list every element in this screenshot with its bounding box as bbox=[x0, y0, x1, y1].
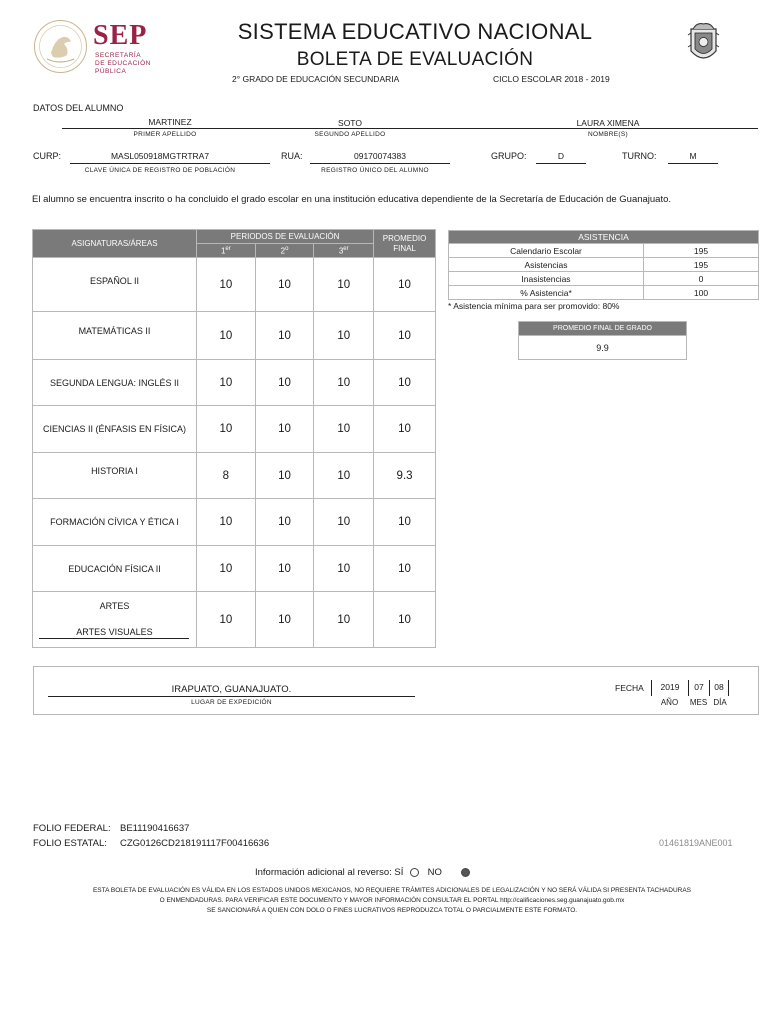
no-label: NO bbox=[427, 867, 442, 878]
curp-underline bbox=[70, 163, 270, 164]
radio-yes bbox=[410, 868, 419, 877]
table-row bbox=[33, 312, 436, 360]
sep-logo: SEP bbox=[93, 20, 148, 51]
state-folio-value: CZG0126CD218191117F00416636 bbox=[120, 838, 270, 849]
page-subtitle: BOLETA DE EVALUACIÓN bbox=[296, 49, 534, 70]
grade-p1: 10 bbox=[196, 499, 255, 546]
grade-p1: 10 bbox=[196, 592, 255, 648]
grade-p3: 10 bbox=[314, 258, 374, 312]
attendance-value: 100 bbox=[644, 286, 759, 300]
attendance-table bbox=[448, 230, 759, 300]
expedition-place-underline bbox=[48, 696, 415, 697]
grades-table bbox=[32, 229, 436, 648]
grade-p1: 8 bbox=[196, 453, 255, 499]
grade-p3: 10 bbox=[314, 546, 374, 592]
period-2-header: 2$^o$ bbox=[255, 244, 314, 258]
table-row bbox=[33, 258, 436, 312]
grade-p2: 10 bbox=[255, 406, 314, 453]
names-underline bbox=[62, 128, 758, 129]
grade-p2: 10 bbox=[255, 546, 314, 592]
grade-final: 10 bbox=[374, 592, 436, 648]
subject-name: SEGUNDA LENGUA: INGLÉS II bbox=[33, 360, 197, 406]
names-label: NOMBRE(S) bbox=[588, 131, 628, 138]
grade-final: 10 bbox=[374, 360, 436, 406]
final-grade-table bbox=[518, 321, 687, 360]
period-1-header: 1er bbox=[196, 244, 255, 258]
subject-name: ESPAÑOL II bbox=[33, 258, 197, 312]
grade-p2: 10 bbox=[255, 258, 314, 312]
grade-final: 10 bbox=[374, 258, 436, 312]
table-row bbox=[33, 546, 436, 592]
grade-final: 10 bbox=[374, 499, 436, 546]
rua-label: RUA: bbox=[281, 151, 303, 161]
group-underline bbox=[536, 163, 586, 164]
subject-name: FORMACIÓN CÍVICA Y ÉTICA I bbox=[33, 499, 197, 546]
subject-cell-arts bbox=[33, 592, 197, 648]
grade-p2: 10 bbox=[255, 453, 314, 499]
grade-p3: 10 bbox=[314, 592, 374, 648]
first-surname-value: MARTINEZ bbox=[148, 117, 192, 127]
rua-value: 09170074383 bbox=[353, 151, 406, 161]
shift-underline bbox=[668, 163, 718, 164]
attendance-value: 195 bbox=[644, 258, 759, 272]
guanajuato-crest-icon bbox=[687, 21, 720, 67]
student-section-label: DATOS DEL ALUMNO bbox=[33, 103, 124, 113]
attendance-value: 195 bbox=[644, 244, 759, 258]
shift-label: TURNO: bbox=[622, 151, 657, 161]
subject-detail: ARTES VISUALES bbox=[39, 627, 189, 639]
table-row bbox=[33, 360, 436, 406]
grade-p2: 10 bbox=[255, 312, 314, 360]
grade-p2: 10 bbox=[255, 592, 314, 648]
subject-name: HISTORIA I bbox=[33, 453, 197, 499]
federal-folio-label: FOLIO FEDERAL: bbox=[33, 823, 111, 834]
date-month-caption: MES bbox=[689, 698, 708, 707]
radio-no bbox=[461, 868, 470, 877]
table-row bbox=[449, 286, 759, 300]
grade-p3: 10 bbox=[314, 312, 374, 360]
grade-final: 10 bbox=[374, 312, 436, 360]
periods-header: PERIODOS DE EVALUACIÓN bbox=[196, 230, 373, 244]
rua-underline bbox=[310, 163, 450, 164]
table-row bbox=[33, 592, 436, 648]
sep-logo-subtitle: SECRETARÍA DE EDUCACIÓN PÚBLICA bbox=[95, 52, 151, 75]
expedition-place-caption: LUGAR DE EXPEDICIÓN bbox=[191, 699, 272, 706]
final-average-header: PROMEDIO FINAL bbox=[374, 230, 436, 258]
expedition-place: IRAPUATO, GUANAJUATO. bbox=[171, 684, 292, 695]
table-row bbox=[449, 258, 759, 272]
table-row bbox=[33, 499, 436, 546]
grade-p1: 10 bbox=[196, 312, 255, 360]
grade-final: 10 bbox=[374, 406, 436, 453]
final-grade-header: PROMEDIO FINAL DE GRADO bbox=[519, 322, 687, 336]
grade-p3: 10 bbox=[314, 406, 374, 453]
legal-notice: ESTA BOLETA DE EVALUACIÓN ES VÁLIDA EN LOS ESTADOS UNIDOS MEXICANOS, NO REQUIERE TRÁMITES ADICIONALES DE LEGALIZACIÓN Y NO SERÁ VÁLIDA SI PRESENTA TACHADURAS O ENMENDADURAS. PARA VERIFICAR ESTE DOCUMENTO Y MAYOR INFORMACIÓN CONSULTAR EL PORTAL http://calificaciones.seg.guanajuato.gob.mx SE SANCIONARÁ A QUIEN CON DOLO O FINES LUCRATIVOS REPRODUZCA TOTAL O PARCIALMENTE ESTE FORMATO. bbox=[92, 887, 692, 914]
attendance-note: * Asistencia mínima para ser promovido: 80% bbox=[448, 301, 620, 311]
curp-value: MASL050918MGTRTRA7 bbox=[110, 151, 210, 161]
grade-p3: 10 bbox=[314, 453, 374, 499]
grade-p2: 10 bbox=[255, 499, 314, 546]
grade-p3: 10 bbox=[314, 499, 374, 546]
grade-level: 2° GRADO DE EDUCACIÓN SECUNDARIA bbox=[232, 74, 400, 84]
period-3-header: 3er bbox=[314, 244, 374, 258]
group-value: D bbox=[557, 151, 565, 161]
second-surname-label: SEGUNDO APELLIDO bbox=[314, 131, 386, 138]
curp-label: CURP: bbox=[33, 151, 62, 161]
date-day-caption: DÍA bbox=[713, 698, 727, 707]
subject-name: CIENCIAS II (ÉNFASIS EN FÍSICA) bbox=[33, 406, 197, 453]
date-label: FECHA bbox=[615, 683, 644, 693]
date-month: 07 bbox=[688, 680, 709, 696]
subject-name: EDUCACIÓN FÍSICA II bbox=[33, 546, 197, 592]
table-row bbox=[33, 406, 436, 453]
date-year-caption: AÑO bbox=[660, 698, 679, 707]
table-row bbox=[449, 272, 759, 286]
school-year: CICLO ESCOLAR 2018 - 2019 bbox=[493, 74, 610, 84]
state-folio-label: FOLIO ESTATAL: bbox=[33, 838, 107, 849]
subject-name: ARTES bbox=[99, 600, 130, 611]
group-label: GRUPO: bbox=[491, 151, 527, 161]
first-surname-label: PRIMER APELLIDO bbox=[133, 131, 197, 138]
document-code: 01461819ANE001 bbox=[659, 838, 733, 848]
grade-p3: 10 bbox=[314, 360, 374, 406]
attendance-label: Asistencias bbox=[449, 258, 644, 272]
table-row bbox=[33, 453, 436, 499]
federal-folio-value: BE11190416637 bbox=[120, 823, 190, 834]
shift-value: M bbox=[689, 151, 697, 161]
attendance-header: ASISTENCIA bbox=[449, 231, 759, 244]
curp-caption: CLAVE ÚNICA DE REGISTRO DE POBLACIÓN bbox=[84, 167, 236, 174]
final-grade-value: 9.9 bbox=[519, 336, 687, 360]
page-title: SISTEMA EDUCATIVO NACIONAL bbox=[237, 19, 593, 44]
national-seal-icon bbox=[33, 19, 88, 74]
attendance-label: % Asistencia* bbox=[449, 286, 644, 300]
grade-p2: 10 bbox=[255, 360, 314, 406]
grade-p1: 10 bbox=[196, 406, 255, 453]
attendance-label: Calendario Escolar bbox=[449, 244, 644, 258]
additional-info-label: Información adicional al reverso: SÍ bbox=[255, 867, 404, 878]
grade-p1: 10 bbox=[196, 258, 255, 312]
additional-info-row bbox=[255, 867, 470, 878]
date-day: 08 bbox=[709, 680, 729, 696]
names-value: LAURA XIMENA bbox=[576, 118, 640, 128]
subject-name: MATEMÁTICAS II bbox=[33, 312, 197, 360]
grade-p1: 10 bbox=[196, 546, 255, 592]
second-surname-value: SOTO bbox=[338, 118, 362, 128]
attendance-value: 0 bbox=[644, 272, 759, 286]
date-year: 2019 bbox=[651, 680, 688, 696]
grade-final: 9.3 bbox=[374, 453, 436, 499]
enrollment-statement: El alumno se encuentra inscrito o ha concluido el grado escolar en una institución educativa dependiente de la Secretaría de Educación de Guanajuato. bbox=[32, 194, 672, 205]
grade-final: 10 bbox=[374, 546, 436, 592]
table-row bbox=[449, 244, 759, 258]
subjects-header: ASIGNATURAS/ÁREAS bbox=[33, 230, 197, 258]
attendance-label: Inasistencias bbox=[449, 272, 644, 286]
grade-p1: 10 bbox=[196, 360, 255, 406]
rua-caption: REGISTRO ÚNICO DEL ALUMNO bbox=[321, 167, 429, 174]
